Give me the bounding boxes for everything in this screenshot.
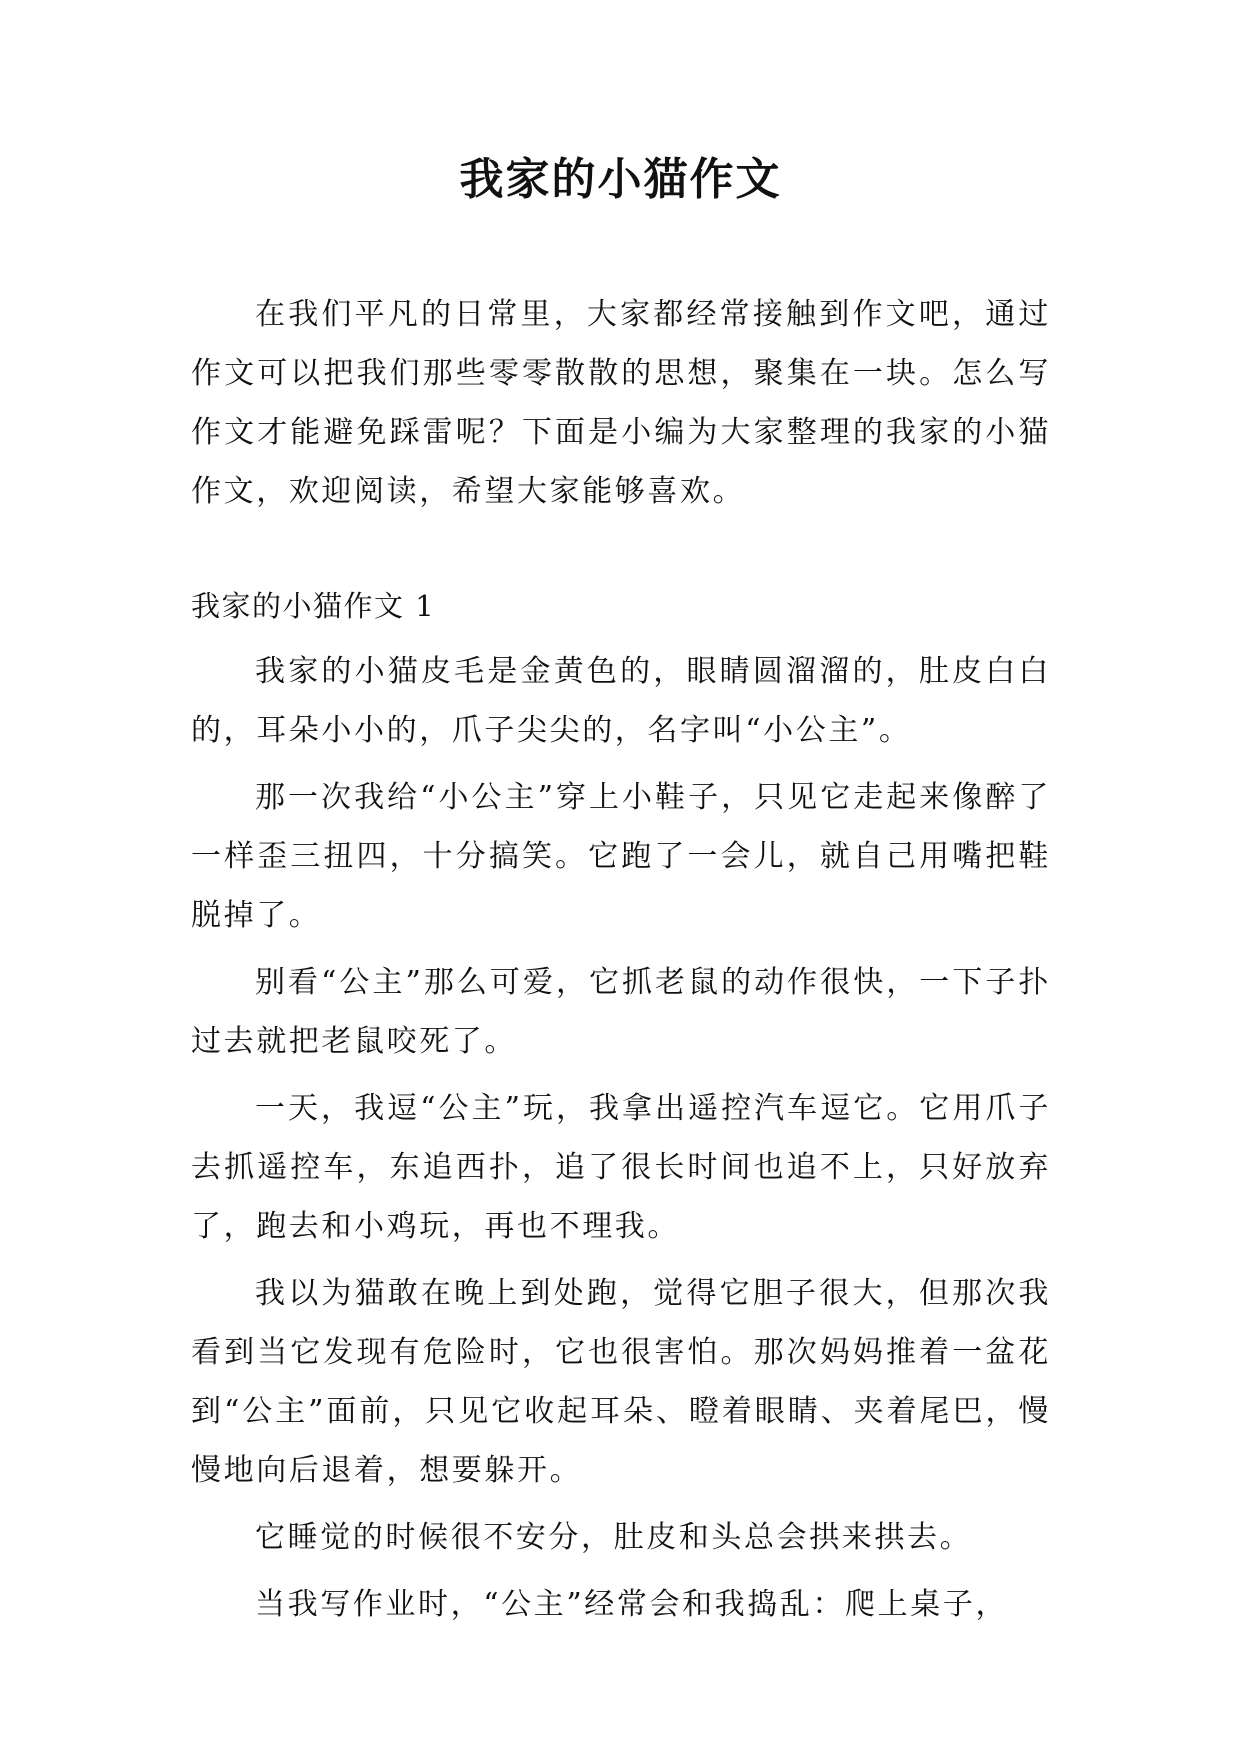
article-paragraph: 我家的小猫皮毛是金黄色的，眼睛圆溜溜的，肚皮白白的，耳朵小小的，爪子尖尖的，名字叫“小公主”。 <box>191 654 1051 748</box>
article-paragraph: 那一次我给“小公主”穿上小鞋子，只见它走起来像醉了一样歪三扭四，十分搞笑。它跑了一会儿，就自己用嘴把鞋脱掉了。 <box>191 780 1051 933</box>
document-title: 我家的小猫作文 <box>459 154 782 205</box>
article-paragraph: 当我写作业时，“公主”经常会和我捣乱：爬上桌子， <box>255 1587 1009 1622</box>
article-paragraph: 别看“公主”那么可爱，它抓老鼠的动作很快，一下子扑过去就把老鼠咬死了。 <box>191 965 1051 1059</box>
intro-paragraph: 在我们平凡的日常里，大家都经常接触到作文吧，通过作文可以把我们那些零零散散的思想，聚集在一块。怎么写作文才能避免踩雷呢？下面是小编为大家整理的我家的小猫作文，欢迎阅读，希望大家能够喜欢。 <box>191 297 1051 509</box>
article-paragraph: 我以为猫敢在晚上到处跑，觉得它胆子很大，但那次我看到当它发现有危险时，它也很害怕。那次妈妈推着一盆花到“公主”面前，只见它收起耳朵、瞪着眼睛、夹着尾巴，慢慢地向后退着，想要躲开。 <box>191 1276 1051 1488</box>
article-paragraph: 一天，我逗“公主”玩，我拿出遥控汽车逗它。它用爪子去抓遥控车，东追西扑，追了很长时间也追不上，只好放弃了，跑去和小鸡玩，再也不理我。 <box>191 1091 1051 1244</box>
article-paragraph: 它睡觉的时候很不安分，肚皮和头总会拱来拱去。 <box>255 1520 973 1555</box>
article-section <box>191 577 1051 1642</box>
section-heading: 我家的小猫作文 1 <box>191 589 436 623</box>
intro-section <box>191 285 1051 529</box>
